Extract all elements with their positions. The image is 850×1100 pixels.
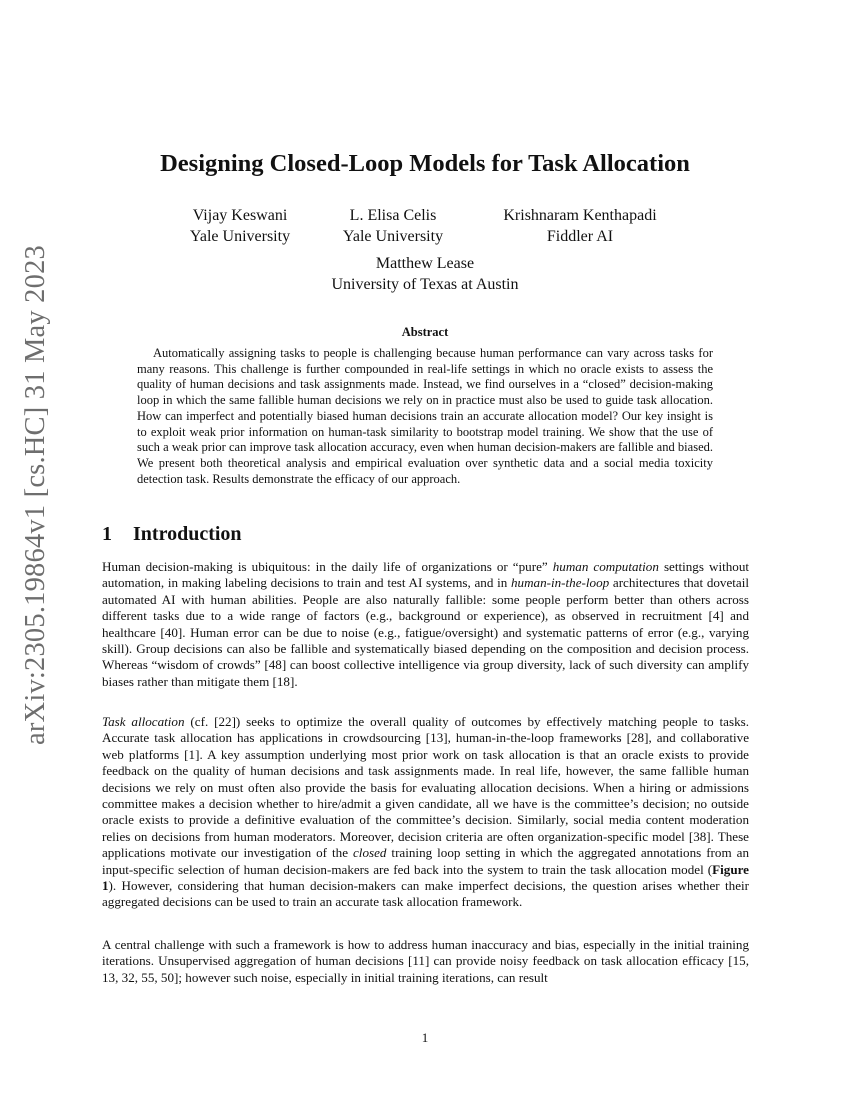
- author-affiliation: Yale University: [342, 228, 444, 245]
- author-block: [160, 205, 320, 247]
- emphasis-text: closed: [353, 845, 387, 861]
- author-affiliation: Yale University: [189, 228, 291, 245]
- emphasis-text: human-in-the-loop: [510, 575, 610, 591]
- paragraph-text: Human decision-making is ubiquitous: in the daily life of organizations or “pure”: [102, 559, 553, 574]
- abstract-heading: Abstract: [401, 325, 449, 339]
- author-block: [275, 253, 575, 295]
- author-name: Vijay Keswani: [192, 207, 288, 224]
- paragraph-text: architectures that dovetail automated AI with human abilities. People are also naturally fallible: some people perform better than others across different tasks due to a wide range of factors (e.g., background or experience), as observed in recruitment [4] and healthcare [40]. Human error can be due to noise (e.g., fatigue/oversight) and systematic patterns of error (e.g., varying skill). Group decisions can also be fallible and systematically biased depending on the composition and decision process. Whereas “wisdom of crowds” [48] can boost collective intelligence via group diversity, lack of such diversity can amplify biases rather than mitigate them [18].: [102, 575, 749, 689]
- arxiv-id-text: arXiv:2305.19864v1 [cs.HC] 31 May 2023: [20, 245, 51, 745]
- paragraph-text: training loop setting in which the aggregated annotations from an input-specific selection of human decision-makers are fed back into the system to train the task allocation model (: [102, 845, 749, 877]
- author-name: Krishnaram Kenthapadi: [503, 207, 657, 224]
- author-affiliation: Fiddler AI: [546, 228, 614, 245]
- author-affiliation: University of Texas at Austin: [331, 276, 519, 293]
- paragraph: [102, 714, 749, 911]
- paragraph: A central challenge with such a framework is how to address human inaccuracy and bias, especially in the initial training iterations. Unsupervised aggregation of human decisions [11] can provide noisy feedback on task allocation efficacy [15, 13, 32, 55, 50]; however such noise, especially in initial training iterations, can result: [102, 937, 749, 985]
- paragraph-text: ). However, considering that human decision-makers can make imperfect decisions, the question arises whether their aggregated decisions can be used to train an accurate task allocation framework.: [102, 878, 749, 910]
- section-heading: [102, 523, 242, 546]
- section-number: 1: [102, 523, 112, 545]
- figure-reference[interactable]: Figure 1: [102, 861, 749, 894]
- author-block: [318, 205, 468, 247]
- paragraph-text: (cf. [22]) seeks to optimize the overall quality of outcomes by effectively matching people to tasks. Accurate task allocation has applications in crowdsourcing [13], human-in-the-loop frameworks [28], and collaborative web platforms [1]. A key assumption underlying most prior work on task allocation is that an oracle exists to provide feedback on the quality of human decisions and task assignments made. In real life, however, the same fallible human decisions we rely on must often also provide the basis for evaluating allocation decisions. When a hiring or admissions committee makes a decision whether to hire/admit a given candidate, all we have is the committee’s decision; no outside oracle exists to provide a definitive evaluation of the committee’s decision. Similarly, social media content moderation relies on decisions from human moderators. Moreover, decision criteria are often organization-specific model [38]. These applications motivate our investigation of the: [102, 714, 750, 861]
- abstract-text: Automatically assigning tasks to people is challenging because human performance can vary across tasks for many reasons. This challenge is further compounded in real-life settings in which no oracle exists to assess the quality of human decisions and task assignments made. Instead, we find ourselves in a “closed” decision-making loop in which the same fallible human decisions we rely on in practice must also be used to guide task allocation. How can imperfect and potentially biased human decisions train an accurate allocation model? Our key insight is to exploit weak prior information on human-task similarity to bootstrap model training. We show that the use of such a weak prior can improve task allocation accuracy, even when human decision-makers are fallible and biased. We present both theoretical analysis and empirical evaluation over synthetic data and a social media toxicity detection task. Results demonstrate the efficacy of our approach.: [137, 346, 713, 486]
- paragraph-text: settings without automation, in making labeling decisions to train and test AI systems, and in: [102, 559, 750, 591]
- arxiv-identifier: [14, 245, 58, 745]
- emphasis-text: human computation: [552, 559, 659, 574]
- author-name: Matthew Lease: [375, 255, 475, 272]
- section-title: Introduction: [133, 523, 242, 545]
- author-name: L. Elisa Celis: [349, 207, 437, 224]
- paper-title: Designing Closed-Loop Models for Task Allocation: [160, 150, 690, 177]
- emphasis-text: Task allocation: [102, 714, 185, 729]
- author-block: [480, 205, 680, 247]
- paragraph: [102, 559, 749, 690]
- page-number: 1: [421, 1030, 429, 1045]
